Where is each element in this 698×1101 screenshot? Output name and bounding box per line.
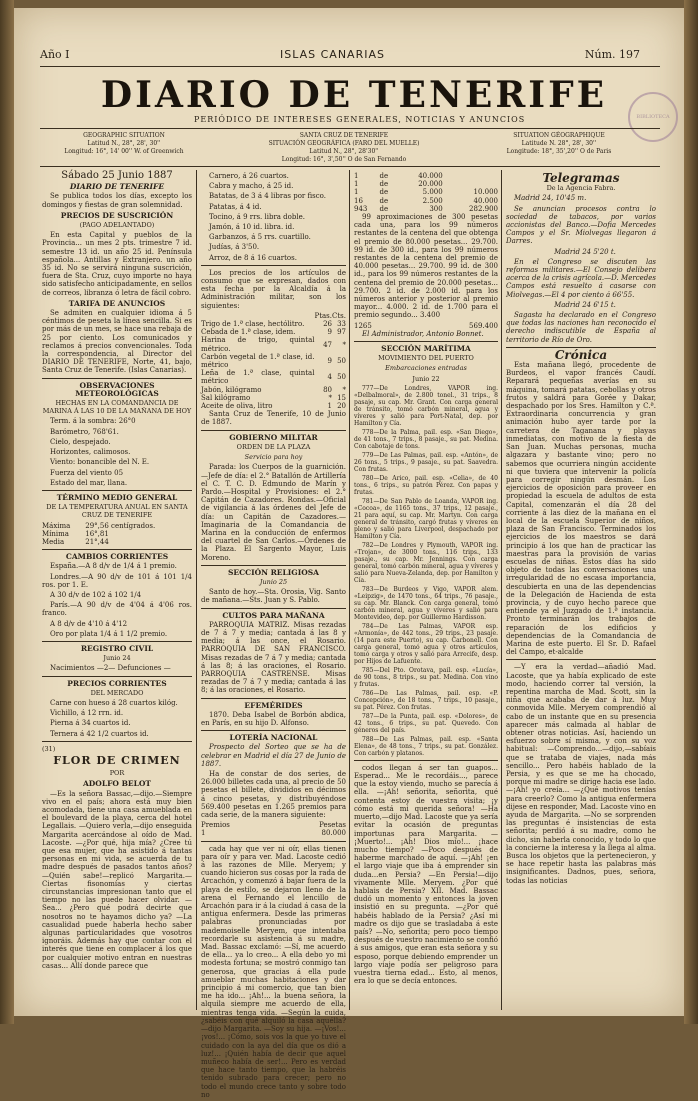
telegram-head: Madrid 24, 10'45 m. bbox=[514, 194, 587, 203]
ship-entry: 788—De Las Palmas, pail. esp. «Santa Elena», de 48 tons., 7 trips., su pat. González. Con carbón y platanos. bbox=[354, 735, 498, 757]
newspaper-title: DIARIO DE TENERIFE bbox=[100, 74, 608, 116]
table-cell: * bbox=[342, 385, 346, 394]
paragraph: 1870. Deba Isabel de Borbón abdica, en París, en su hijo D. Alfonso. bbox=[201, 710, 346, 727]
serial-title: FLOR DE CRIMEN bbox=[53, 753, 181, 767]
paragraph: Esta mañana llegó, procedente de Burdeos, el vapor francés Caudí. Reparará pequeñas averías en su máquina, tomará patatas, cebollas y otros frutos y saldrá para Gorée y Dakar, despachado por los Sres. Hamilton y C.ª. Extraordinaria concurrencia y gran animación hubo ayer tarde por la carretera de Taganana y playas inmediatas, con motivo de la fiesta de San Juan. Muchas personas, mucha algazara y bastante vino; pero no sabemos que ocurriera ningún accidente ni que tuviera que intervenir la policía para corregir ningún desmán. Los ejercicios de oposición para proveer en propiedad la escuela de adultos de esta Capital, comenzarán el día 28 del corriente á las diez de la mañana en el local de la escuela Superior de niños, plaza de San Francisco. Terminados los ejercicios de los maestros se dará principio á los que han de practicar las maestras para la provisión de varias escuelas de niñas. Estos días ha sido objeto de todas las conversaciones una irregularidad de no escasa importancia, descubierta en una de las dependencias de la Delegación de Hacienda de esta provincia, y de cuyo hecho parece que entiende ya el Juzgado de 1.ª instancia. Pronto terminarán los trabajos de reparación de los edificios y dependencias de la Comandancia de Marina de este puerto. El Sr. D. Rafael del Campo, et-alcalde bbox=[506, 361, 656, 657]
price-row: Carne con hueso á 28 cuartos kilóg. bbox=[50, 698, 178, 707]
section-subheading: MOVIMIENTO DEL PUERTO bbox=[378, 354, 474, 363]
telegram-text: Se anuncian procesos contra lo sociedad de tabacos, por varios accionistas del Banco.—Dofia Mercedes Campos y el Sr. Miolvegas llegaron á Darres. bbox=[506, 204, 656, 246]
newspaper-subtitle: PERIÓDICO DE INTERESES GENERALES, NOTICIAS Y ANUNCIOS bbox=[194, 115, 526, 124]
divider bbox=[201, 730, 346, 731]
obs-row: Barómetro, 768'61. bbox=[50, 427, 119, 436]
ship-entry: 782—De Londres y Plymouth, VAPOR ing. «Trojan», de 3000 tons., 116 trips., 133 pasaje., su cap. Mr. Jennings. Con carga general, tomó carbón mineral, agua y víveres y salió para Nueva-Zelanda, dep. por Hamilton y Cía. bbox=[354, 541, 498, 584]
ship-entry: 778—De la Palma, pail. esp. «San Diego», de 41 tons., 7 trips., 8 pasaje., su pat. Medina. Con cabotaje de tons. bbox=[354, 428, 498, 450]
exchange-row: A 30 d/v de 102 á 102 1/4 bbox=[50, 590, 142, 599]
table-row bbox=[42, 530, 192, 538]
divider bbox=[201, 265, 346, 266]
market-row: Carnero, á 26 cuartos. bbox=[209, 172, 289, 180]
section-subheading: Junio 25 bbox=[259, 577, 288, 586]
table-cell: 80.000 bbox=[321, 829, 346, 838]
paragraph: En esta Capital y pueblos de la Provincia... un mes 2 pts. trimestre 7 id. semestre 13 id. un año 25 id. Península española... Antillas y Extranjero. un año 35 id. No se servirá ninguna suscrición, fuera de Sta. Cruz, cuyo importe no haya sido satisfecho anticipadamente, en sellos de correos, libranza ó letra de fácil cobro. bbox=[42, 231, 192, 297]
obs-row: Term. á la sombra: 26°0 bbox=[50, 417, 136, 426]
temperature-table bbox=[42, 522, 192, 547]
divider bbox=[354, 760, 498, 761]
geo-line: Longitude: 18°, 35',20'' O de Paris bbox=[506, 148, 612, 155]
obs-row: Cielo, despejado. bbox=[50, 437, 111, 446]
divider bbox=[42, 676, 192, 677]
table-cell: 569.400 bbox=[469, 321, 498, 330]
table-row bbox=[354, 322, 498, 330]
table-cell: 10.000 bbox=[473, 188, 498, 197]
table-cell: 40.000 bbox=[418, 172, 443, 180]
telegram-head: Madrid 24 6'15 t. bbox=[554, 300, 616, 309]
divider bbox=[201, 430, 346, 431]
table-cell: Carbón vegetal de 1.ª clase, id. métrico bbox=[201, 352, 315, 370]
table-row bbox=[354, 188, 498, 196]
table-cell: Mínima bbox=[42, 529, 69, 538]
ship-entry: 785—Del Pto. Orotava, pail. esp. «Lucía», de 90 tons., 8 trips., su pat. Medina. Con vino y frutas. bbox=[354, 666, 498, 688]
section-heading: LOTERÍA NACIONAL bbox=[229, 733, 318, 743]
lottery-table bbox=[201, 821, 346, 837]
divider bbox=[40, 66, 660, 67]
geo-line: SITUACIÓN GEOGRÁFICA (FARO DEL MUELLE) bbox=[268, 140, 420, 147]
table-row bbox=[201, 829, 346, 837]
divider bbox=[40, 128, 660, 129]
price-row: Ternera á 42 1/2 cuartos id. bbox=[50, 729, 149, 738]
lottery-total bbox=[354, 322, 498, 330]
column-rule bbox=[349, 170, 350, 1010]
divider bbox=[506, 659, 656, 660]
geo-line: Latitud N., 28°, 28'30'' bbox=[309, 148, 379, 155]
section-subheading: DEL MERCADO bbox=[90, 688, 144, 697]
table-header-cell: Pesetas bbox=[319, 821, 346, 830]
table-cell: 4 bbox=[327, 373, 332, 382]
market-row: Batatas, de 3 á 4 libras por fisco. bbox=[209, 192, 326, 201]
table-row bbox=[354, 205, 498, 213]
paragraph: Se publica todos los días, excepto los domingos y fiestas de gran solemnidad. bbox=[42, 192, 192, 209]
serial-by: POR bbox=[109, 769, 125, 778]
table-cell: 943 bbox=[354, 204, 368, 213]
table-cell: 5.000 bbox=[422, 188, 443, 197]
table-cell: 1 bbox=[354, 180, 359, 189]
market-row: Judías, á 3'50. bbox=[209, 243, 260, 252]
table-cell: 1 bbox=[327, 402, 332, 411]
paragraph: Santa Cruz de Tenerife, 10 de Junio de 1887. bbox=[201, 410, 346, 427]
paragraph: Santo de hoy.—Sta. Orosia, Vig. Santo de mañana.—Sts. Juan y S. Pablo. bbox=[201, 588, 346, 605]
table-cell: 1 bbox=[354, 172, 359, 180]
geo-center bbox=[244, 132, 444, 164]
table-cell: 282.900 bbox=[469, 204, 498, 213]
table-cell: 1 bbox=[201, 829, 206, 838]
geo-line: Longitud: 16°, 14' 00'' W. of Greenwich bbox=[64, 148, 184, 155]
section-heading: SECCIÓN MARÍTIMA bbox=[381, 344, 471, 354]
exchange-row: A 8 d/v de 4'10 á 4'12 bbox=[50, 619, 128, 628]
ship-entry: 784—De Las Palmas, VAPOR esp. «Armonía», de 442 tons., 29 trips., 23 pasaje. (14 para este Puerto), su cap. Carbonell. Con carga general, tomó agua y otros artículos, tomó carga y otros y salió para Arrecife, desp. por Hijos de Lafuente. bbox=[354, 622, 498, 665]
paragraph: Se admiten en cualquier idioma á 5 céntimos de peseta la línea sencilla. Si es por más de un mes, se hace una rebaja de 25 por ciento. Los comunicados y reclamos á precios convencionales. Toda la correspondencia, al Director del DIARIO DE TENERIFE, Norte, 41, bajo, Santa Cruz de Tenerife. (Islas Canarias). bbox=[42, 309, 192, 375]
paragraph: —Es la señora Bassac,—dijo.—Siempre vivo en el país; ahora está muy bien acomodada, tiene una casa amueblada en el boulevard de la playa, cerca del hotel Legallais. —Quiero verla,—dijo enseguida Margarita acercándose al oído de Mad. Lacoste. —¿Por qué, hija mía? ¿Cree tú que esa mujer, que ha asistido á tantas personas en mi vida, se acuerda de tu madre después de pasados tantos años? —Quién sabe!—replicó Margarita.— Ciertas fisonomías y ciertas circunstancias impresionan tanto que el tiempo no las puede hacer olvidar. —Sea... ¿Pero qué podrá decirte que nosotros no te hayamos dicho ya? —La casualidad puede haberla hecho saber algunas particularidades que vosotros ignoráis. Además hay que contar con el interés que tiene en complacer á los que por cualquier motivo entran en nuestras casas... Allí donde parece que bbox=[42, 789, 192, 970]
divider bbox=[42, 549, 192, 550]
newspaper-page bbox=[14, 8, 684, 1099]
column-3 bbox=[354, 172, 498, 987]
market-row: Patatas, á 4 id. bbox=[209, 202, 262, 211]
paragraph: codos llegan á ser tan guapos... Esperad... Me le recordáis..., parece que la estoy viendo, mucho se parecía á ella. —¡Ah! señorita, señorita, qué contenta estoy de vuestra visita; ¡y cómo está mi querida señora! —Ha muerto,—dijo Mad. Lacoste que ya sería evitar la ocasión de preguntas importunas para Margarita. —¡Muerto!... ¡Ah! Dios mío!... ¡hace mucho tiempo? —Poco después de haberme marchado de aquí. —¡Ah! ¡en el largo viaje que iba á emprender sin duda...en Persia? —En Persia!—dijo vivamente Mlle. Meryem. ¿Por qué hablais de Persia? XII. Mad. Bassac dudó un momento y entonces la joven insistió en su pregunta. —¿Por qué habéis hablado de la Persia? ¿Así mi madre os dijo que se trasladaba á este país? —No, señorita; pero poco tiempo después de vuestro nacimiento se confió á sus amigos, que eran esta señora y su esposo, porque debiendo emprender un largo viaje podía ser peligroso para vuestra tierna edad... Esto, al menos, era lo que se decía entonces. bbox=[354, 763, 498, 986]
table-cell bbox=[443, 172, 498, 180]
telegram-text: Sagasta ha declarado en el Congreso que todas las naciones han reconocido el derecho indiscutible de España al territorio de Río de Oro. bbox=[506, 311, 656, 344]
divider bbox=[42, 378, 192, 379]
geo-line: SITUATION GÉOGRAPHIQUE bbox=[513, 132, 605, 139]
geo-line: GEOGRAPHIC SITUATION bbox=[83, 132, 165, 139]
paragraph: Prospecto del Sorteo que se ha de celebrar en Madrid el día 27 de Junio de 1887. bbox=[201, 743, 346, 768]
price-row: Vichillo, á 12 rrn. id. bbox=[50, 709, 124, 718]
table-row bbox=[201, 320, 346, 328]
table-cell: 97 bbox=[337, 328, 346, 337]
price-row: Pierna á 34 cuartos id. bbox=[50, 719, 131, 728]
ship-entry: 787—De la Punta, pail. esp. «Dolores», de 42 tons., 6 trips., su pat. Quevedo. Con géneros del país. bbox=[354, 712, 498, 734]
divider bbox=[201, 698, 346, 699]
table-cell: 29°,56 centígrados. bbox=[85, 521, 156, 530]
table-cell: 20 bbox=[337, 402, 346, 411]
section-subheading: Embarcaciones entradas bbox=[385, 364, 467, 373]
table-cell: * bbox=[328, 393, 332, 402]
market-row: Arroz, de 8 á 16 cuartos. bbox=[209, 253, 297, 262]
section-heading: Crónica bbox=[554, 347, 608, 362]
market-row: Garbanzos, á 5 rrs. cuartillo. bbox=[209, 233, 311, 242]
geo-left bbox=[44, 132, 204, 156]
table-row bbox=[354, 197, 498, 205]
signature: El Administrador, Antonio Bonnet. bbox=[362, 329, 484, 338]
table-cell: 26 bbox=[323, 320, 332, 329]
geo-right bbox=[474, 132, 644, 156]
section-heading: CULTOS PARA MAÑANA bbox=[222, 610, 325, 620]
market-row: Tocino, á 9 rrs. libra doble. bbox=[209, 212, 305, 221]
table-row bbox=[42, 522, 192, 530]
table-header bbox=[201, 821, 346, 829]
table-row bbox=[201, 402, 346, 410]
geo-line: Latitude N. 28°, 28', 30'' bbox=[521, 140, 597, 147]
ship-entry: 779—De Las Palmas, pail. esp. «Antón», de 26 tons., 5 trips., 9 pasaje., su pat. Saavedra. Con frutas. bbox=[354, 451, 498, 473]
divider bbox=[42, 741, 192, 742]
divider bbox=[201, 841, 346, 842]
table-cell: Media bbox=[42, 537, 65, 546]
section-subheading: Servicio para hoy bbox=[244, 453, 303, 462]
table-row bbox=[201, 386, 346, 394]
table-cell: Leña de 1.ª clase, quintal métrico bbox=[201, 369, 315, 386]
divider bbox=[201, 565, 346, 566]
table-cell: 50 bbox=[337, 356, 346, 365]
section-subheading: DE LA TEMPERATURA ANUAL EN SANTA CRUZ DE TENERIFE bbox=[46, 503, 188, 520]
section-heading: TARIFA DE ANUNCIOS bbox=[68, 298, 166, 308]
table-cell: 9 bbox=[327, 356, 332, 365]
section-subheading: ORDEN DE LA PLAZA bbox=[236, 442, 311, 451]
table-cell: 40.000 bbox=[473, 196, 498, 205]
geo-line: Latitud N., 28°, 28', 30'' bbox=[87, 140, 161, 147]
table-cell: 15 bbox=[337, 393, 346, 402]
ship-entry: 781—De San Pablo de Loanda, VAPOR ing. «Cocoa», de 1165 tons., 37 trips., 12 pasaje., 21 para aquí, su cap. Mr. Martyn. Con carga general de tránsito, cargó frutas y víveres en pleno y salió para Liverpool, despachado por Hamilton y Cía. bbox=[354, 497, 498, 540]
exchange-row: Londres.—A 90 d/v de 101 á 101 1/4 ros. por 1. E. bbox=[42, 572, 192, 589]
paragraph: Nacimientos —2— Defunciones — bbox=[50, 664, 171, 673]
stamp-text: BIBLIOTECA bbox=[636, 114, 670, 120]
table-cell: 47 bbox=[323, 340, 332, 349]
table-cell: Harina de trigo, quintal métrico. bbox=[201, 336, 315, 353]
column-1 bbox=[42, 172, 192, 972]
table-cell: de bbox=[379, 180, 389, 189]
ship-entry: 783—De Burdeos y Vigo, VAPOR alem. «Leipzig», de 1470 tons., 64 trips., 76 pasaje., su cap. Mr. Blanck. Con carga general, tomó carbón mineral, agua y víveres y salió para Montevideo, dep. por Guillermo Hardisson. bbox=[354, 585, 498, 621]
section-heading: Telegramas bbox=[542, 171, 620, 185]
table-cell: Trigo de 1.ª clase, hectólitro. bbox=[201, 320, 305, 329]
section-subheading: Junio 22 bbox=[412, 374, 440, 383]
table-cell: Sal kilógramo bbox=[201, 393, 251, 402]
table-header-cell: Premios bbox=[201, 821, 230, 830]
section-heading: OBSERVACIONES METEOROLÓGICAS bbox=[75, 380, 159, 398]
market-row: Cabra y macho, á 25 id. bbox=[209, 182, 294, 191]
paragraph: cada hay que ver ni oír, ellas tienen para oír y para ver. Mad. Lacoste cedió á las razones de Mlle. Meryem; y cuando hicieron sus cosas por la rada de Arcachón, y comenzó á bajar fuera de la playa de estilo, se dejaron lleno de la arena el Fernando el lencillo de Arcachón para ir á la ciudad á casa de la antigua enfermera. Desde las primeras palabras pronunciadas por mademoiselle Meryem, que intentaba recordarle su asistencia á su madre, Mad. Bassac exclamó: —Sí, me acuerdo de ella... ya lo creo... A ella debo yo mi modesta fortuna; se mostró conmigo tan generosa, que gracias á ella pude amueblar muchas habitaciones y dar principio á mi comercio, que tan bien me ha ido... ¡Ah!... la buena señora, la alquila siempre me acuerdo de ella, mientras tenga vida. —Según la cuida, ¿sabéis con qué alquiló la casa aquélla?—dijo Margarita. —Soy su hija. —¡Vos!... ¡vos!... ¡Cómo, sois vos la que yo tuve el cuidado con la aya del día que os dió a luz!... ¡Quién había de decir que aquel muñeco había de ser!... Pero es verdad que hace tanto tiempo, que la habréis tenido subrado para crecer; pero no todo el mundo crece tanto y sobre todo no bbox=[201, 844, 346, 1099]
masthead-top bbox=[40, 48, 660, 68]
table-cell: Aceite de oliva, litro bbox=[201, 402, 273, 411]
section-heading: GOBIERNO MILITAR bbox=[229, 432, 318, 442]
obs-row: Horizontes, calimosos. bbox=[50, 448, 131, 457]
book-spine-right bbox=[684, 0, 698, 1024]
section-subheading: Junio 24 bbox=[103, 654, 131, 663]
table-cell: 21°,44 bbox=[85, 537, 109, 546]
table-row bbox=[201, 328, 346, 336]
table-cell: Máxima bbox=[42, 521, 71, 530]
section-heading: SECCIÓN RELIGIOSA bbox=[228, 567, 319, 577]
table-cell: 16°,81 bbox=[85, 529, 109, 538]
column-2 bbox=[201, 172, 346, 1101]
section-heading: PRECIOS CORRIENTES bbox=[67, 678, 167, 688]
table-cell: 300 bbox=[429, 204, 443, 213]
ship-entry: 786—De Las Palmas, pail. esp. «P. Concepción», de 18 tons., 7 trips., 10 pasaje., su pat. Pérez. Con frutas. bbox=[354, 689, 498, 711]
place-name: ISLAS CANARIAS bbox=[280, 48, 385, 61]
paragraph: 99 aproximaciones de 300 pesetas cada una, para los 99 números restantes de la centena del que obtenga el premio de 80.000 pesetas... 29.700. 99 id. de 300 id., para los 99 números restantes de la centena del premio de 40.000 pesetas... 29.700. 99 id. de 300 id., para los 99 números restantes de la centena del premio de 20.000 pesetas... 29.700. 2 id. de 2.000 id. para los números anterior y posterior al premio mayor... 4.000. 2 id. de 1.700 para el premio segundo... 3.400 bbox=[354, 213, 498, 320]
book-spine-left bbox=[0, 0, 14, 1024]
table-cell: Jabón, kilógramo bbox=[201, 385, 262, 394]
obs-row: Viento: bonancible del N. E. bbox=[50, 458, 150, 467]
table-cell: 33 bbox=[337, 320, 346, 329]
table-cell: 1265 bbox=[354, 321, 372, 330]
serial-number: (31) bbox=[42, 744, 56, 753]
divider bbox=[201, 608, 346, 609]
table-cell: * bbox=[342, 340, 346, 349]
issue-number: Núm. 197 bbox=[584, 48, 640, 61]
section-subheading: De la Agencia Fabra. bbox=[546, 184, 616, 193]
exchange-row: Oro por plata 1/4 á 1 1/2 premio. bbox=[50, 629, 168, 638]
section-heading: EFEMÉRIDES bbox=[244, 700, 303, 710]
market-row: Jamón, á 10 id. libra. id. bbox=[209, 223, 295, 232]
table-row bbox=[354, 180, 498, 188]
section-heading: CAMBIOS CORRIENTES bbox=[65, 552, 169, 562]
lottery-prizes-table bbox=[354, 172, 498, 213]
section-heading: REGISTRO CIVIL bbox=[80, 643, 154, 653]
table-cell: 9 bbox=[327, 328, 332, 337]
paragraph: Ha de constar de dos series, de 26.000 billetes cada una, al precio de 50 pesetas el billete, divididos en décimos á cinco pesetas, y distribuyéndose 569.400 pesetas en 1.265 premios para cada serie, de la manera siguiente: bbox=[201, 770, 346, 820]
paragraph: PARROQUIA MATRIZ. Misas rezadas de 7 á 7 y media; cantada á las 8 y media; á las once, el Rosario. PARROQUIA DE SAN FRANCISCO. Misas rezadas de 7 á 7 y media; cantada á las 8; á las oraciones, el Rosario. PARROQUIA CASTRENSE. Misas rezadas de 7 á 7 y media; cantada á las 8; á las oraciones, el Rosario. bbox=[201, 620, 346, 695]
table-cell: 20.000 bbox=[418, 180, 443, 189]
paragraph: Parada: los Cuerpos de la guarnición.—Jefe de día: el 2.° Batallón de Artillería el C. T. C. D. Edmundo de Marín y Pardo.—Hospital y Provisiones: el 2.° Capitán de Cazadores. Rondas.—Oficial de vigilancia á las órdenes del Jefe de día: un Capitán de Cazadores.—Imaginaria de la Comandancia de Marina en la conducción de enfermos del cuartel de San Carlos.—Órdenes de la Plaza. El Sargento Mayor, Luis Moreno. bbox=[201, 463, 346, 562]
ship-entry: 780—De Arico, pail. esp. «Celia», de 40 tons., 6 trips., su patrón Pérez. Con papas y frutas. bbox=[354, 474, 498, 496]
divider bbox=[354, 341, 498, 342]
table-cell: de bbox=[379, 204, 389, 213]
obs-row: Estado del mar, llana. bbox=[50, 478, 128, 487]
table-header-cell: Ptas. bbox=[314, 311, 332, 320]
table-header-cell: Cts. bbox=[332, 311, 346, 320]
table-row bbox=[201, 353, 346, 369]
geo-line: SANTA CRUZ DE TENERIFE bbox=[299, 132, 389, 139]
issue-year: Año I bbox=[40, 48, 70, 61]
table-cell: 1 bbox=[354, 188, 359, 197]
section-heading: TÉRMINO MEDIO GENERAL bbox=[56, 492, 178, 502]
table-cell: 80 bbox=[323, 385, 332, 394]
issue-date: Sábado 25 Junio 1887 bbox=[61, 170, 173, 181]
serial-author: ADOLFO BELOT bbox=[82, 779, 152, 789]
divider bbox=[42, 490, 192, 491]
table-row bbox=[42, 538, 192, 546]
section-heading: DIARIO DE TENERIFE bbox=[69, 182, 165, 192]
table-cell: 16 bbox=[354, 196, 363, 205]
telegram-text: En el Congreso se discuten las reformas militares.—El Consejo delibera acerca de la crisis agrícola.—D. Mercedes Campos está resuelto á casarse con Miolvegas.—El 4 por ciento á 66'55. bbox=[506, 257, 656, 299]
table-cell: 50 bbox=[337, 373, 346, 382]
prices-table bbox=[201, 312, 346, 410]
exchange-row: España.—A 8 d/v de 1/4 á 1 premio. bbox=[50, 562, 177, 571]
table-cell: de bbox=[379, 188, 389, 197]
column-rule bbox=[196, 170, 197, 1010]
table-cell: de bbox=[379, 196, 389, 205]
section-subheading: (PAGO ADELANTADO) bbox=[79, 221, 155, 230]
obs-row: Fuerza del viento 05 bbox=[50, 468, 124, 477]
divider bbox=[40, 166, 660, 167]
paragraph: —Y era la verdad—añadió Mad. Lacoste, que ya había explicado de este modo, haciendo correr tal versión, la repentina marcha de Mad. Scott, sin la niña que acababa de dar á luz. Muy conmovida Mlle. Meryem comprendió al cabo de un instante que en su presencia aparecer más calmada al hablar de obtener otras noticias. Así, haciendo un esfuerzo sobre sí misma, y con su voz habitual: —Comprendo...—dijo,—sabíais que se trataba de viajes, nada más sencillo... Pero habéis hablado de la Persia, y es que se me ha chocado, porque mi madre se dirige hacia ese lado. —¡Ah! yo creía... —¿Qué motivos tenías para creerlo? Como la antigua enfermera dijese en responder, Mad. Lacoste vino en ayuda de Margarita. —No se sorprenden las preguntas é insistencias de esta señorita; perdió á su madre, como he dicho, sin haberla conocido, y todo lo que la concierne la interesa y la llega al alma. Busca los objetos que la pertenecieron, y se hace repetir hasta las palabras más insignificantes. Dadnos, pues, señora, todas las noticias bbox=[506, 663, 656, 885]
column-4 bbox=[506, 172, 656, 887]
column-rule bbox=[501, 170, 502, 1010]
table-row bbox=[201, 336, 346, 352]
table-cell bbox=[443, 180, 498, 188]
table-row bbox=[354, 172, 498, 180]
table-header bbox=[201, 312, 346, 320]
section-subheading: HECHAS EN LA COMANDANCIA DE MARINA Á LAS 10 DE LA MAÑANA DE HOY bbox=[42, 399, 192, 416]
paragraph: Los precios de los artículos de consumo que se expresan, dados con esta fecha por la Alcaldía á la Administración militar, son los siguientes: bbox=[201, 268, 346, 310]
divider bbox=[42, 641, 192, 642]
telegram-head: Madrid 24 5'20 t. bbox=[554, 247, 616, 256]
table-cell: 2.500 bbox=[422, 196, 443, 205]
table-row bbox=[201, 394, 346, 402]
section-heading: PRECIOS DE SUSCRICIÓN bbox=[60, 210, 174, 220]
table-cell: Cebada de 1.ª clase, idem. bbox=[201, 328, 296, 337]
ship-entry: 777—De Londres, VAPOR ing. «Delbalmoral», de 2.800 tonel., 31 trips., 8 pasaje, su cap. Mr. Grant. Con carga general de tránsito, tomó carbón mineral, agua y víveres y salió para Port-Natal, dep. por Hamilton y Cía. bbox=[354, 384, 498, 427]
geo-line: Longitud: 16°, 3',50'' O de San Fernando bbox=[281, 156, 407, 163]
exchange-row: París.—A 90 d/v de 4'04 á 4'06 ros. franco. bbox=[42, 601, 192, 618]
table-cell: de bbox=[379, 172, 389, 180]
table-row bbox=[201, 369, 346, 385]
ship-entries bbox=[354, 385, 498, 757]
